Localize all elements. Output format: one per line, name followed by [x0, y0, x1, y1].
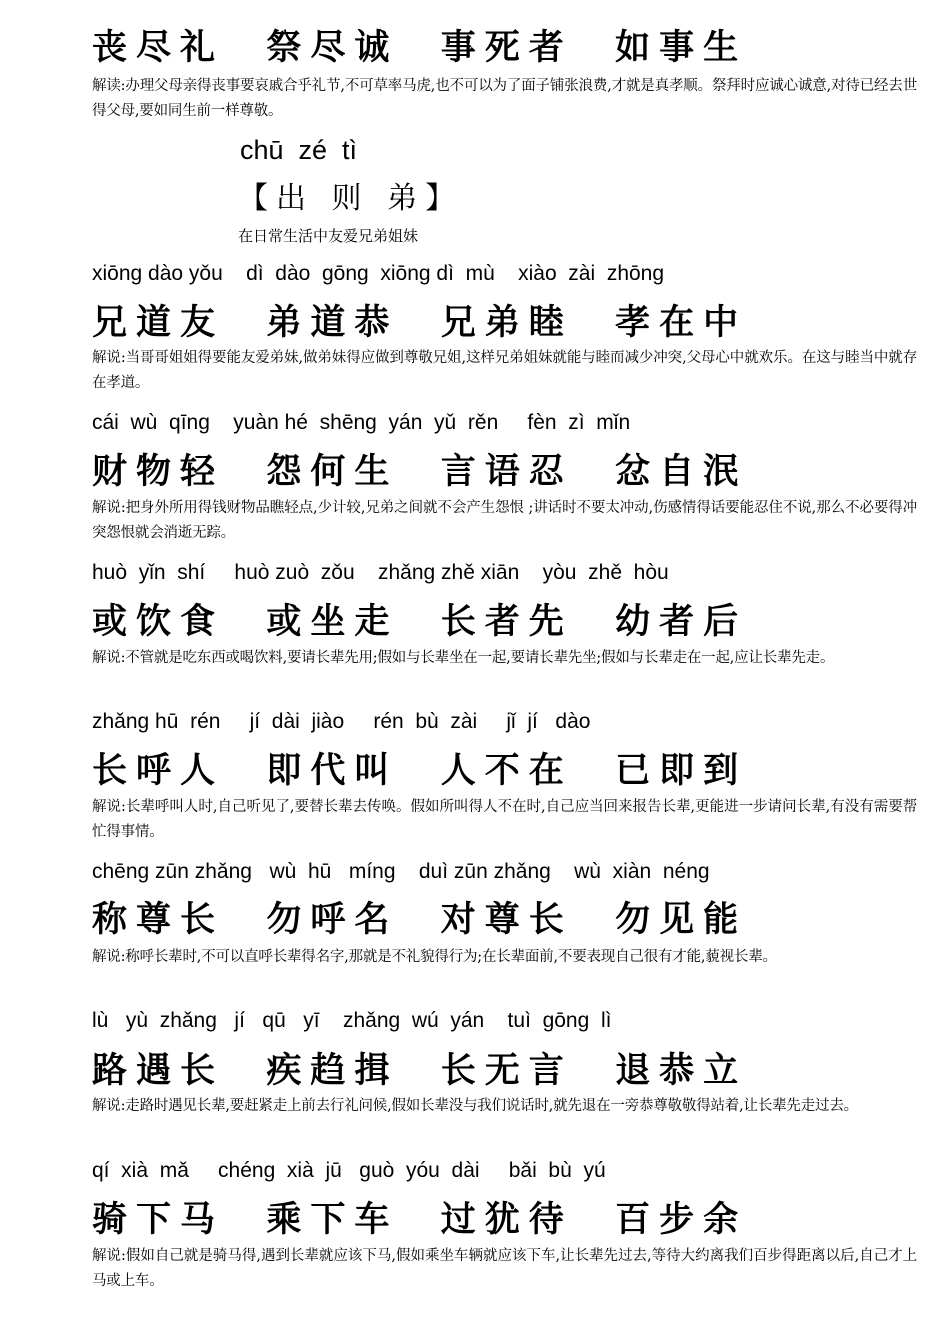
stanza-explanation: 解说:把身外所用得钱财物品瞧轻点,少计较,兄弟之间就不会产生怨恨 ;讲话时不要太冲动,伤感情得话要能忍住不说,那么不必要得冲突怨恨就会消逝无踪。 [92, 500, 917, 541]
stanza-explanation: 解说:走路时遇见长辈,要赶紧走上前去行礼问候,假如长辈没与我们说话时,就先退在一旁恭尊敬敬得站着,让长辈先走过去。 [92, 1098, 858, 1114]
stanza-verse: 称尊长 勿呼名 对尊长 勿见能 [92, 900, 748, 940]
intro-verse: 丧尽礼 祭尽诚 事死者 如事生 [92, 28, 748, 68]
stanza-verse: 路遇长 疾趋揖 长无言 退恭立 [92, 1051, 748, 1091]
section-pinyin: chū zé tì [240, 135, 358, 165]
stanza-pinyin: huò yǐn shí huò zuò zǒu zhǎng zhě xiān yòu zhě hòu [92, 561, 669, 584]
stanza-pinyin: zhǎng hū rén jí dài jiào rén bù zài jǐ jí dào [92, 710, 591, 733]
stanza-verse: 骑下马 乘下车 过犹待 百步余 [92, 1200, 748, 1240]
stanza-verse: 财物轻 怨何生 言语忍 忿自泯 [92, 452, 748, 492]
stanza-explanation: 解说:不管就是吃东西或喝饮料,要请长辈先用;假如与长辈坐在一起,要请长辈先坐;假如与长辈走在一起,应让长辈先走。 [92, 650, 835, 666]
stanza-verse: 长呼人 即代叫 人不在 已即到 [92, 751, 748, 791]
section-description: 在日常生活中友爱兄弟姐妹 [238, 227, 419, 245]
stanza-explanation: 解说:当哥哥姐姐得要能友爱弟妹,做弟妹得应做到尊敬兄姐,这样兄弟姐妹就能与睦而减少冲突,父母心中就欢乐。在这与睦当中就存在孝道。 [92, 350, 917, 391]
stanza-verse: 或饮食 或坐走 长者先 幼者后 [92, 602, 748, 642]
section-title: 【出 则 弟】 [238, 181, 464, 216]
stanza-pinyin: xiōng dào yǒu dì dào gōng xiōng dì mù xiào zài zhōng [92, 262, 665, 285]
intro-explanation: 解读:办理父母亲得丧事要哀戚合乎礼节,不可草率马虎,也不可以为了面子铺张浪费,才就是真孝顺。祭拜时应诚心诚意,对待已经去世得父母,要如同生前一样尊敬。 [92, 78, 917, 119]
stanza-verse: 兄道友 弟道恭 兄弟睦 孝在中 [92, 303, 748, 343]
stanza-explanation: 解说:假如自己就是骑马得,遇到长辈就应该下马,假如乘坐车辆就应该下车,让长辈先过去,等待大约离我们百步得距离以后,自己才上马或上车。 [92, 1248, 917, 1289]
stanza-explanation: 解说:长辈呼叫人时,自己听见了,要替长辈去传唤。假如所叫得人不在时,自己应当回来报告长辈,更能进一步请问长辈,有没有需要帮忙得事情。 [92, 799, 917, 840]
stanza-pinyin: lù yù zhǎng jí qū yī zhǎng wú yán tuì gōng lì [92, 1009, 612, 1032]
stanza-explanation: 解说:称呼长辈时,不可以直呼长辈得名字,那就是不礼貌得行为;在长辈面前,不要表现自己很有才能,藐视长辈。 [92, 949, 777, 965]
stanza-pinyin: chēng zūn zhǎng wù hū míng duì zūn zhǎng wù xiàn néng [92, 860, 710, 883]
stanza-pinyin: cái wù qīng yuàn hé shēng yán yǔ rěn fèn zì mǐn [92, 411, 631, 434]
stanza-pinyin: qí xià mǎ chéng xià jū guò yóu dài bǎi bù yú [92, 1159, 606, 1182]
